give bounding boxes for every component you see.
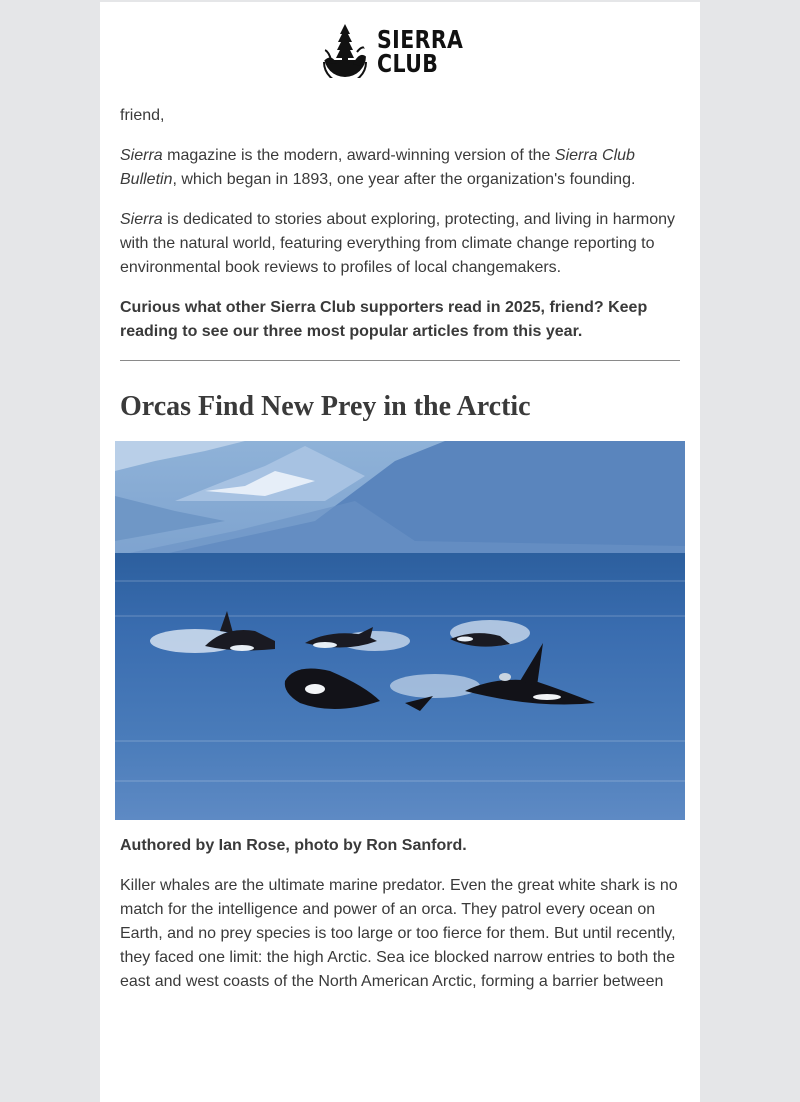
email-container [100,2,700,1102]
article-body: Killer whales are the ultimate marine predator. Even the great white shark is no match for the intelligence and power of an orca. They patrol every ocean on Earth, and no prey species is too large or too fierce for them. But until recently, they faced one limit: the high Arctic. Sea ice blocked narrow entries to both the east and west coasts of the North American Arctic, forming a barrier between [120,877,678,990]
magazine-name: Sierra [120,211,163,228]
cta-paragraph: Curious what other Sierra Club supporters read in 2025, friend? Keep reading to see our three most popular articles from this year. [120,299,648,340]
logo-wordmark: SIERRA CLUB [377,25,464,78]
greeting: friend, [120,107,165,124]
tree-emblem-icon [317,22,373,83]
email-body [100,104,700,994]
header [100,2,700,98]
intro-paragraph-1: Sierra magazine is the modern, award-winning version of the Sierra Club Bulletin, which began in 1893, one year after the organization's founding. [120,147,636,188]
intro-paragraph-2: Sierra is dedicated to stories about exploring, protecting, and living in harmony with the natural world, featuring everything from climate change reporting to environmental book reviews to profiles of local changemakers. [120,211,675,276]
article-title[interactable]: Orcas Find New Prey in the Arctic [120,391,531,422]
bulletin-name: Sierra Club Bulletin [120,147,635,188]
article-hero-image[interactable] [115,441,685,820]
article-credit: Authored by Ian Rose, photo by Ron Sanford. [120,837,467,854]
section-divider [120,360,680,361]
magazine-name: Sierra [120,147,163,164]
sierra-club-logo[interactable] [317,22,482,83]
